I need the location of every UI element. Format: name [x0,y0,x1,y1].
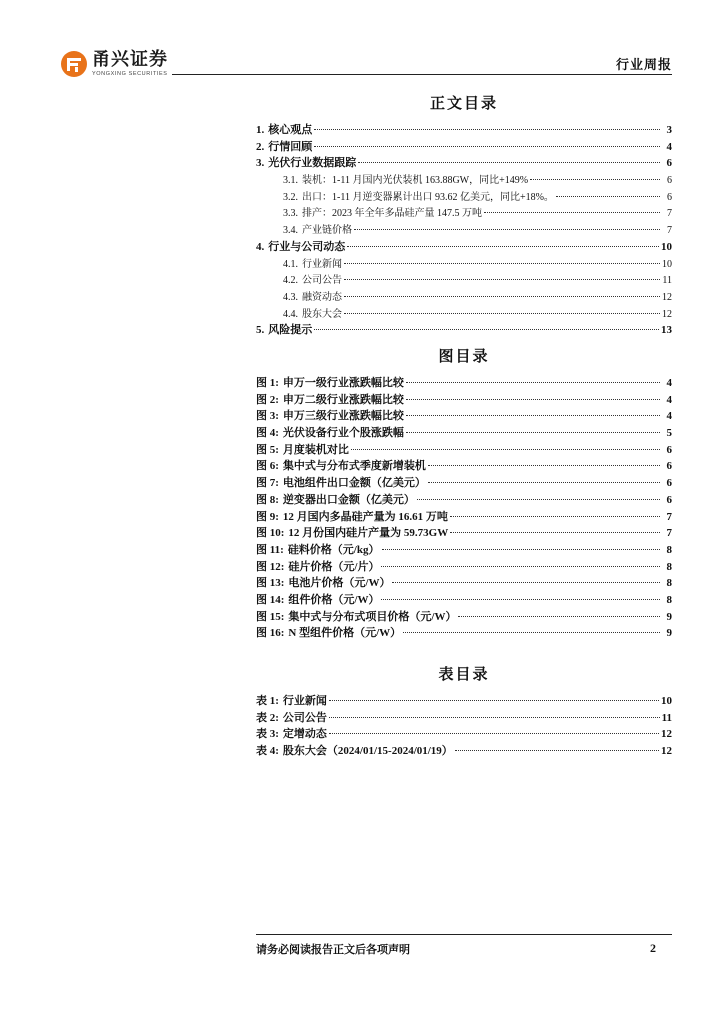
entry-number: 图 12: [256,560,285,573]
disclaimer-note: 请务必阅读报告正文后各项声明 [256,943,410,956]
dot-leader [344,296,660,297]
entry-page-number: 8 [666,577,672,590]
figure-entry[interactable] [256,524,672,541]
entry-page-number: 9 [666,627,672,640]
entry-title: N 型组件价格（元/W） [288,627,402,640]
dot-leader [406,415,660,416]
entry-title: 排产：2023 年全年多晶硅产量 147.5 万吨 [302,208,482,220]
dot-leader [329,700,659,701]
dot-leader [314,129,660,130]
entry-title: 光伏设备行业个股涨跌幅 [282,427,404,440]
figure-entry[interactable] [256,424,672,441]
entry-number: 表 4: [256,745,279,758]
contents-section [256,92,672,338]
figure-entry[interactable] [256,624,672,641]
figure-entry[interactable] [256,608,672,625]
toc-entry[interactable] [256,255,672,272]
entry-title: 集中式与分布式项目价格（元/W） [288,610,457,623]
dot-leader [351,449,660,450]
entry-number: 3.1. [283,175,298,187]
dot-leader [347,246,659,247]
entry-number: 表 2: [256,711,279,724]
entry-title: 融资动态 [302,291,342,303]
dot-leader [406,432,660,433]
dot-leader [450,516,660,517]
dot-leader [428,465,660,466]
logo-chinese-name: 甬兴证券 [92,48,168,70]
entry-page-number: 5 [666,427,672,440]
entry-number: 图 8: [256,493,279,506]
entry-page-number: 6 [666,493,672,506]
dot-leader [358,162,660,163]
figure-entry[interactable] [256,474,672,491]
dot-leader [381,566,660,567]
entry-page-number: 6 [667,191,672,203]
entry-title: 硅料价格（元/kg） [287,543,380,556]
entry-title: 电池片价格（元/W） [288,577,391,590]
entry-number: 4.3. [283,291,298,303]
entry-title: 行业与公司动态 [268,240,346,253]
figure-entry[interactable] [256,591,672,608]
figure-entry[interactable] [256,574,672,591]
entry-page-number: 4 [666,410,672,423]
table-entry[interactable] [256,709,672,726]
entry-number: 图 13: [256,577,285,590]
toc-entry[interactable] [256,305,672,322]
entry-title: 12 月份国内硅片产量为 59.73GW [288,527,449,540]
dot-leader [530,179,660,180]
dot-leader [458,616,660,617]
dot-leader [484,212,660,213]
entry-page-number: 10 [662,258,672,270]
dot-leader [344,279,660,280]
figures-section [256,345,672,641]
entry-number: 4.1. [283,258,298,270]
entry-number: 图 4: [256,427,279,440]
entry-page-number: 8 [666,560,672,573]
entry-title: 股东大会 [302,308,342,320]
entry-page-number: 6 [666,443,672,456]
dot-leader [329,717,660,718]
tables-title: 表目录 [438,665,490,683]
figure-entry[interactable] [256,407,672,424]
entry-number: 图 11: [256,543,284,556]
dot-leader [406,399,660,400]
entry-page-number: 6 [667,175,672,187]
table-entry[interactable] [256,725,672,742]
toc-entry[interactable] [256,121,672,138]
entry-number: 3. [256,157,265,170]
entry-page-number: 12 [662,291,672,303]
dot-leader [381,599,660,600]
contents-list [256,121,672,338]
entry-page-number: 7 [666,527,672,540]
entry-title: 集中式与分布式季度新增装机 [282,460,426,473]
entry-title: 逆变器出口金额（亿美元） [282,493,415,506]
toc-entry[interactable] [256,154,672,171]
entry-number: 2. [256,140,265,153]
toc-entry[interactable] [256,271,672,288]
contents-title: 正文目录 [429,94,498,112]
entry-number: 图 16: [256,627,285,640]
entry-number: 图 5: [256,443,279,456]
entry-page-number: 10 [661,695,672,707]
entry-title: 股东大会（2024/01/15-2024/01/19） [282,745,453,758]
entry-number: 4. [256,240,265,253]
toc-entry[interactable] [256,138,672,155]
entry-page-number: 12 [661,745,672,758]
toc-entry[interactable] [256,238,672,255]
entry-title: 核心观点 [268,124,313,136]
entry-page-number: 7 [667,208,672,220]
entry-title: 申万二级行业涨跌幅比较 [282,393,404,406]
entry-page-number: 11 [662,275,672,287]
entry-title: 申万三级行业涨跌幅比较 [282,410,404,423]
entry-page-number: 4 [666,393,672,406]
entry-number: 图 15: [256,610,285,623]
entry-title: 公司公告 [282,711,327,724]
entry-title: 行业新闻 [282,695,327,707]
entry-number: 3.3. [283,208,298,220]
logo-mark-icon [60,50,88,78]
toc-entry[interactable] [256,204,672,221]
dot-leader [403,632,660,633]
entry-number: 表 1: [256,695,279,707]
dot-leader [314,146,660,147]
entry-title: 12 月国内多晶硅产量为 16.61 万吨 [282,510,448,523]
entry-title: 风险提示 [268,324,313,337]
page-header [60,44,672,84]
entry-page-number: 4 [666,140,672,153]
entry-number: 1. [256,124,265,136]
figure-entry[interactable] [256,391,672,408]
dot-leader [354,229,660,230]
report-type-label: 行业周报 [615,58,672,73]
company-logo [60,44,168,84]
figure-entry[interactable] [256,508,672,525]
figure-entry[interactable] [256,374,672,391]
entry-title: 月度装机对比 [282,443,349,456]
entry-number: 图 1: [256,377,279,389]
entry-number: 图 14: [256,593,285,606]
figures-title: 图目录 [438,347,490,365]
dot-leader [455,750,659,751]
entry-number: 图 9: [256,510,279,523]
entry-page-number: 3 [666,124,672,136]
toc-entry[interactable] [256,321,672,338]
entry-title: 组件价格（元/W） [288,593,380,606]
toc-entry[interactable] [256,221,672,238]
entry-number: 3.4. [283,225,298,237]
dot-leader [329,733,659,734]
entry-page-number: 11 [661,711,672,724]
entry-title: 行业新闻 [302,258,342,270]
toc-entry[interactable] [256,288,672,305]
dot-leader [450,532,660,533]
entry-number: 4.2. [283,275,298,287]
tables-list [256,692,672,759]
entry-title: 定增动态 [282,728,327,741]
entry-title: 产业链价格 [302,225,352,237]
toc-entry[interactable] [256,171,672,188]
toc-entry[interactable] [256,188,672,205]
figure-entry[interactable] [256,558,672,575]
entry-page-number: 7 [667,225,672,237]
figure-entry[interactable] [256,441,672,458]
dot-leader [344,263,660,264]
entry-number: 图 2: [256,393,279,406]
dot-leader [392,582,660,583]
entry-title: 装机：1-11 月国内光伏装机 163.88GW，同比+149% [302,175,529,187]
entry-title: 申万一级行业涨跌幅比较 [282,377,404,389]
header-divider [172,74,672,75]
entry-title: 公司公告 [302,275,342,287]
figure-entry[interactable] [256,491,672,508]
entry-page-number: 8 [666,593,672,606]
figure-entry[interactable] [256,457,672,474]
entry-title: 出口：1-11 月逆变器累计出口 93.62 亿美元，同比+18%。 [302,191,554,203]
entry-page-number: 7 [666,510,672,523]
figures-list [256,374,672,641]
entry-page-number: 8 [666,543,672,556]
logo-english-name: YONGXING SECURITIES [92,70,168,77]
entry-number: 图 3: [256,410,279,423]
entry-title: 光伏行业数据跟踪 [268,157,357,170]
dot-leader [314,329,659,330]
entry-number: 图 7: [256,477,279,490]
entry-page-number: 6 [666,477,672,490]
entry-page-number: 13 [661,324,672,337]
table-entry[interactable] [256,692,672,709]
entry-number: 表 3: [256,728,279,741]
page-number: 2 [650,941,656,955]
entry-page-number: 6 [666,157,672,170]
page-footer [256,934,672,956]
entry-page-number: 12 [661,728,672,741]
entry-page-number: 9 [666,610,672,623]
dot-leader [417,499,660,500]
entry-number: 图 10: [256,527,285,540]
entry-number: 图 6: [256,460,279,473]
entry-number: 5. [256,324,265,337]
dot-leader [556,196,660,197]
entry-page-number: 6 [666,460,672,473]
entry-page-number: 4 [666,377,672,389]
entry-number: 4.4. [283,308,298,320]
entry-number: 3.2. [283,191,298,203]
dot-leader [406,382,660,383]
entry-title: 电池组件出口金额（亿美元） [282,477,426,490]
entry-page-number: 12 [662,308,672,320]
dot-leader [344,313,660,314]
tables-section [256,663,672,759]
entry-page-number: 10 [661,240,672,253]
table-entry[interactable] [256,742,672,759]
entry-title: 硅片价格（元/片） [288,560,380,573]
figure-entry[interactable] [256,541,672,558]
dot-leader [382,549,661,550]
dot-leader [428,482,660,483]
entry-title: 行情回顾 [268,140,313,153]
